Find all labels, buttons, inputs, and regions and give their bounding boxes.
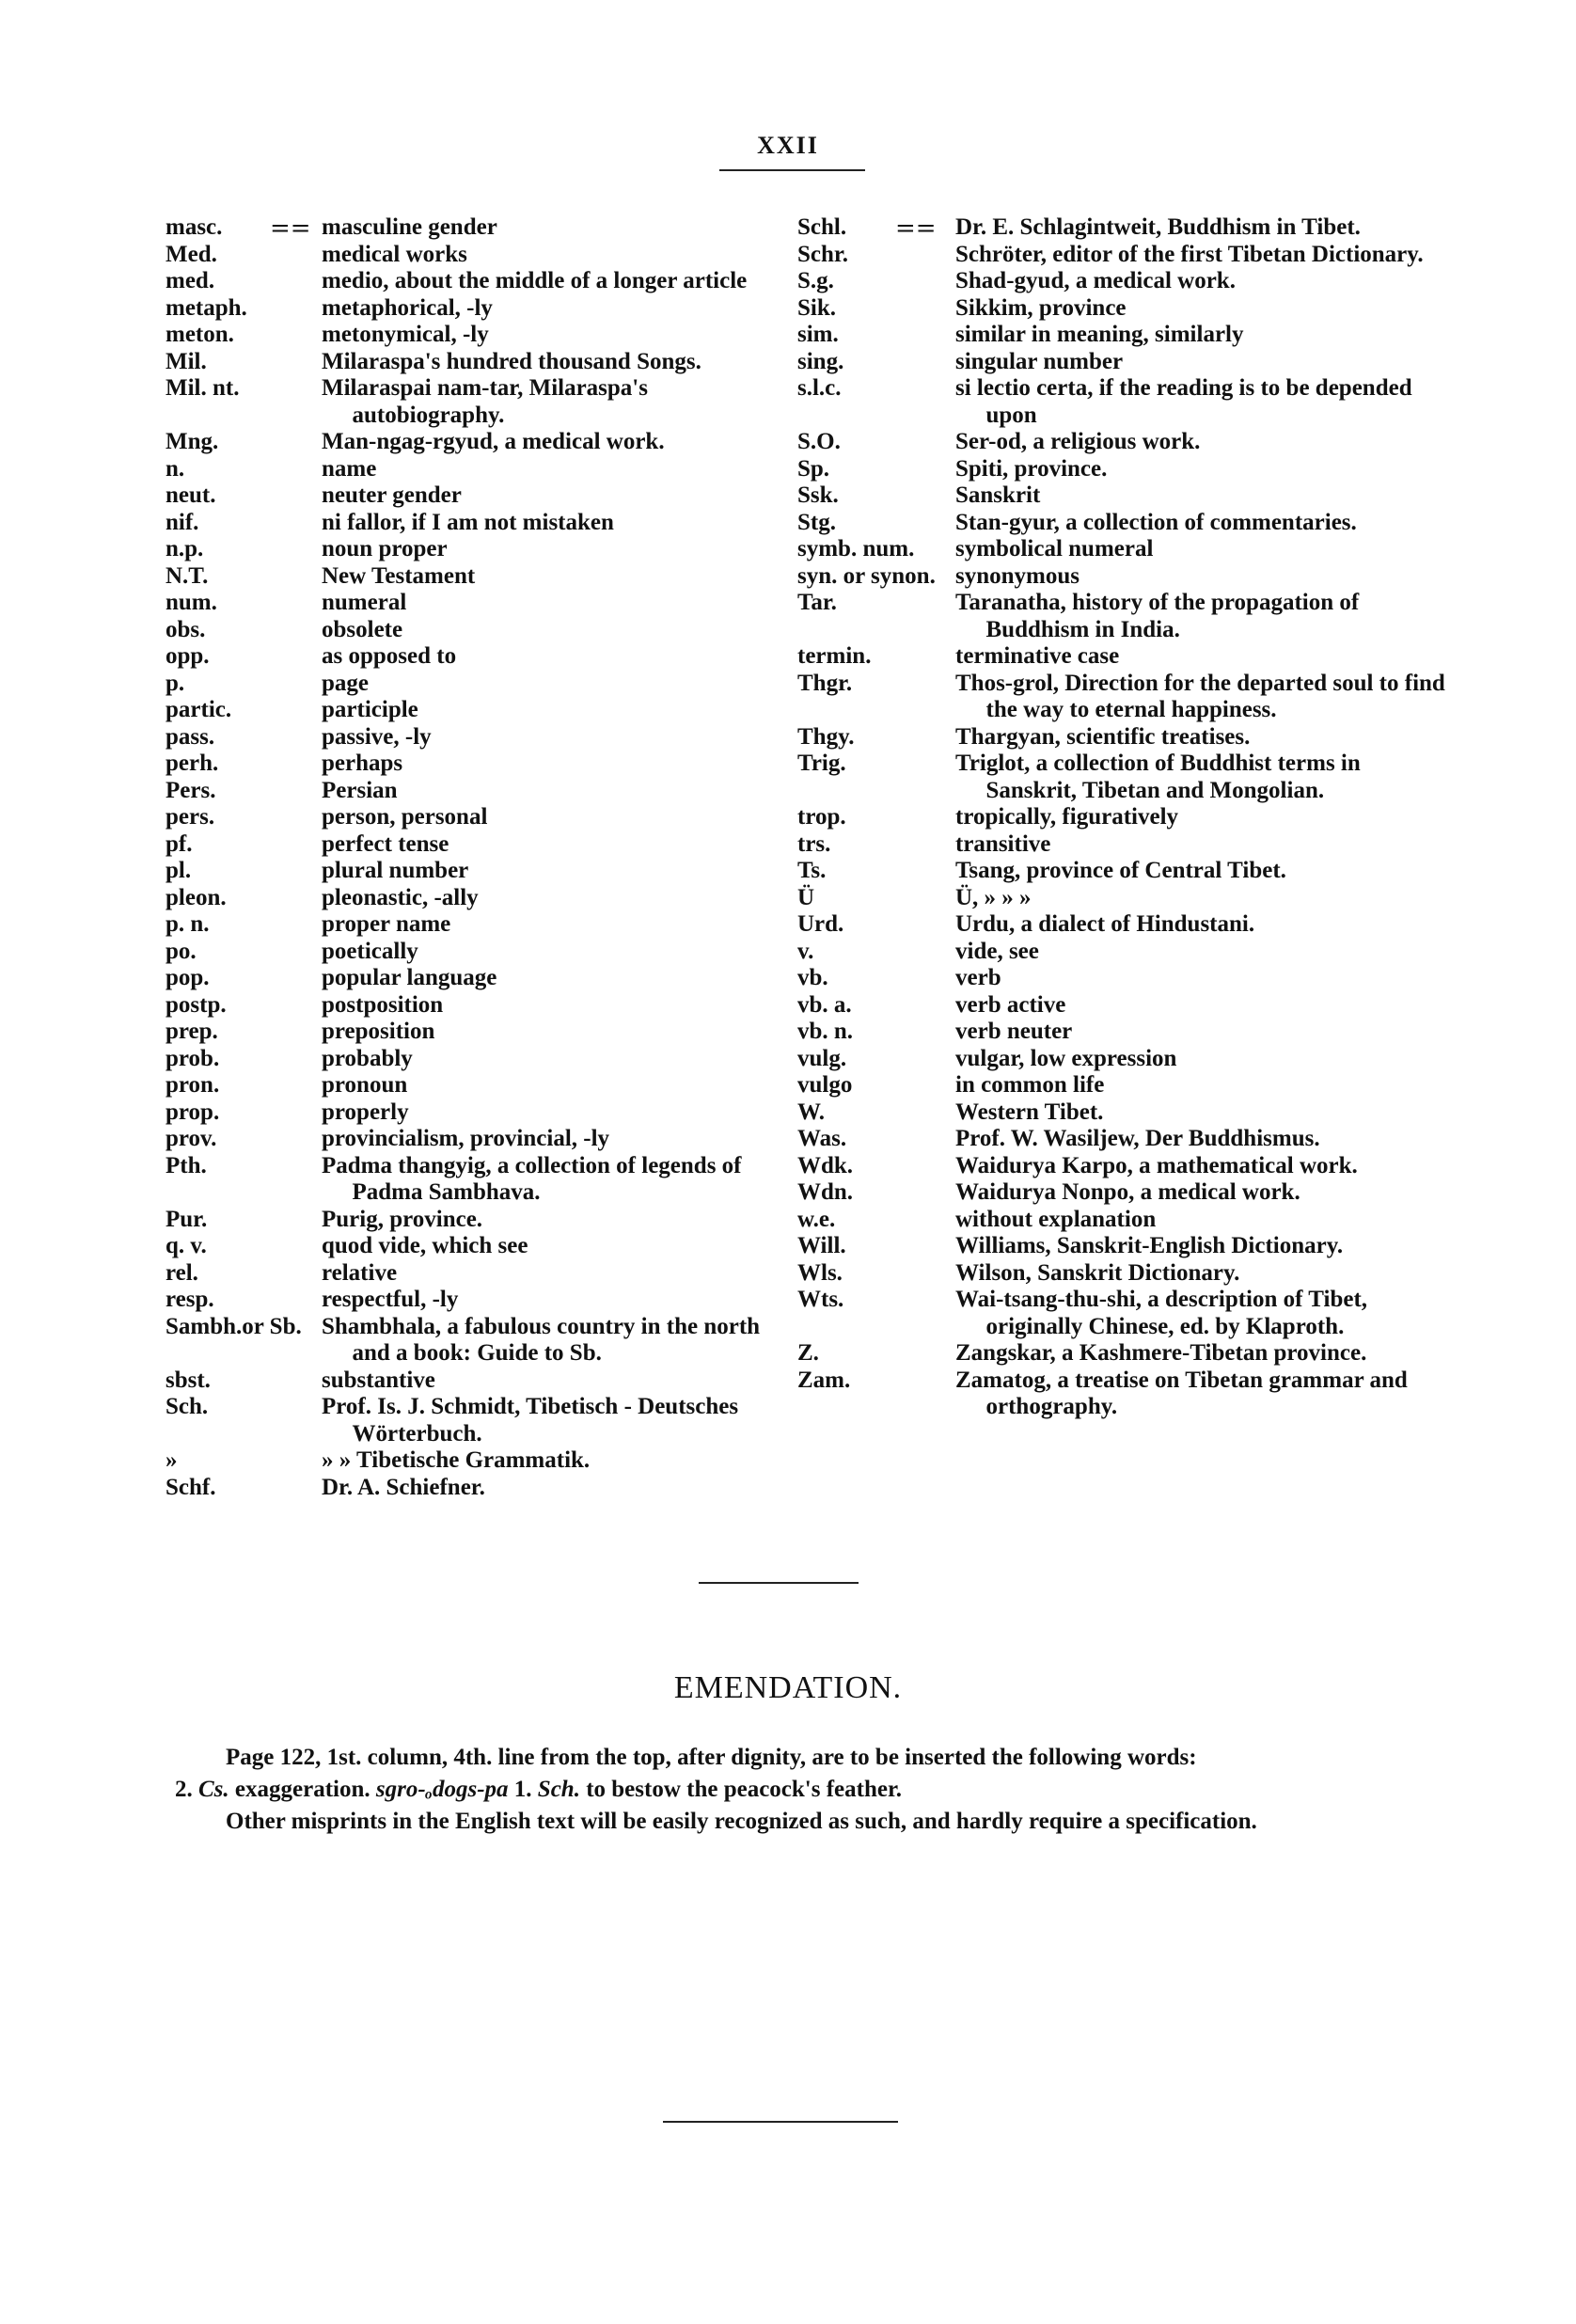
definition: Padma thangyig, a collection of legends of Padma Sambhava. — [322, 1152, 742, 1205]
abbreviation-entry — [797, 643, 1446, 671]
abbreviation-entry — [797, 1072, 1446, 1099]
abbreviations-left-column — [165, 214, 777, 1501]
abbreviation: Mil. — [165, 348, 207, 374]
abbreviation-entry — [165, 1072, 777, 1099]
abbreviation: symb. num. — [797, 536, 915, 561]
definition: perhaps — [322, 751, 403, 776]
definition: Thargyan, scientific treatises. — [955, 723, 1251, 750]
abbreviation-entry — [797, 536, 1446, 563]
definition: Urdu, a dialect of Hindustani. — [955, 911, 1255, 937]
definition: poetically — [322, 938, 418, 964]
definition: Milaraspai nam-tar, Milaraspa's autobiography. — [322, 375, 648, 428]
definition: person, personal — [322, 804, 488, 830]
abbreviation: num. — [165, 590, 217, 615]
abbreviation-entry — [165, 375, 777, 429]
abbreviation: termin. — [797, 643, 872, 669]
emendation-body — [175, 1742, 1407, 1838]
definition: Wai-tsang-thu-shi, a description of Tibet, originally Chinese, ed. by Klaproth. — [955, 1287, 1368, 1339]
abbreviations-right-column — [797, 214, 1446, 1421]
abbreviation: n.p. — [165, 536, 204, 561]
definition: participle — [322, 697, 418, 722]
definition: metaphorical, -ly — [322, 294, 493, 321]
abbreviation-entry — [165, 1019, 777, 1046]
abbreviation: W. — [797, 1099, 825, 1125]
abbreviation: rel. — [165, 1259, 198, 1286]
abbreviation: Pth. — [165, 1152, 207, 1178]
abbreviation: Schl. — [797, 214, 847, 240]
equals-sign-left: == — [270, 214, 311, 243]
abbreviation-entry — [165, 778, 777, 805]
abbreviation: Will. — [797, 1233, 846, 1258]
definition: medical works — [322, 241, 467, 267]
abbreviation: p. — [165, 670, 185, 696]
definition: Schröter, editor of the first Tibetan Dictionary. — [955, 241, 1424, 267]
abbreviation-entry — [165, 885, 777, 912]
abbreviation-entry — [797, 1153, 1446, 1180]
abbreviation-entry — [165, 992, 777, 1020]
abbreviation-entry — [797, 510, 1446, 537]
abbreviation-entry — [797, 1207, 1446, 1234]
definition: Taranatha, history of the propagation of Buddhism in India. — [955, 590, 1360, 642]
abbreviation-entry — [165, 1099, 777, 1127]
abbreviation: Med. — [165, 241, 217, 267]
definition: provincialism, provincial, -ly — [322, 1126, 610, 1151]
abbreviation-entry — [165, 643, 777, 671]
abbreviation: Sambh.or Sb. — [165, 1313, 302, 1339]
abbreviation-entry — [165, 1126, 777, 1153]
definition: Waidurya Nonpo, a medical work. — [955, 1179, 1300, 1205]
definition: verb active — [955, 991, 1066, 1018]
abbreviation-entry — [165, 831, 777, 859]
definition: terminative case — [955, 643, 1120, 669]
footer-rule — [663, 2121, 898, 2123]
definition: vulgar, low expression — [955, 1045, 1177, 1071]
abbreviation-entry — [797, 214, 1446, 242]
definition: name — [322, 455, 377, 482]
abbreviation: Ü — [797, 884, 815, 910]
definition: Dr. E. Schlagintweit, Buddhism in Tibet. — [955, 214, 1361, 240]
emendation-title: EMENDATION. — [673, 1670, 903, 1705]
abbreviation-entry — [797, 1260, 1446, 1288]
definition: si lectio certa, if the reading is to be depended upon — [955, 375, 1412, 428]
definition: respectful, -ly — [322, 1287, 459, 1312]
abbreviation-entry — [797, 1126, 1446, 1153]
definition: Wilson, Sanskrit Dictionary. — [955, 1259, 1240, 1286]
abbreviation-entry — [797, 295, 1446, 323]
abbreviation-entry — [797, 429, 1446, 456]
abbreviation: s.l.c. — [797, 375, 842, 401]
definition: Sikkim, province — [955, 294, 1127, 321]
abbreviation-entry — [797, 885, 1446, 912]
definition: tropically, figuratively — [955, 804, 1179, 830]
definition: verb — [955, 965, 1001, 990]
definition: Zamatog, a treatise on Tibetan grammar and orthography. — [955, 1367, 1408, 1419]
abbreviation-entry — [797, 751, 1446, 804]
definition: passive, -ly — [322, 723, 432, 750]
abbreviation: Tar. — [797, 590, 837, 615]
abbreviation: Wdn. — [797, 1179, 854, 1205]
abbreviation-entry — [165, 510, 777, 537]
definition: numeral — [322, 590, 407, 615]
abbreviation: Pur. — [165, 1206, 208, 1232]
abbreviation: pf. — [165, 830, 193, 857]
abbreviation: S.O. — [797, 429, 841, 454]
abbreviation-entry — [165, 1207, 777, 1234]
abbreviation-entry — [165, 1475, 777, 1502]
abbreviation: vulgo — [797, 1072, 853, 1098]
abbreviation-entry — [165, 671, 777, 698]
abbreviation-entry — [797, 1046, 1446, 1073]
abbreviation: trop. — [797, 804, 846, 830]
definition: synonymous — [955, 562, 1080, 589]
definition: Man-ngag-rgyud, a medical work. — [322, 429, 665, 454]
abbreviation: neut. — [165, 482, 216, 508]
abbreviation: opp. — [165, 643, 210, 669]
abbreviation-entry — [797, 456, 1446, 483]
definition: Triglot, a collection of Buddhist terms in Sanskrit, Tibetan and Mongolian. — [955, 751, 1361, 803]
abbreviation-entry — [165, 617, 777, 644]
abbreviation-entry — [165, 1233, 777, 1260]
abbreviation-entry — [165, 804, 777, 831]
abbreviation: vb. — [797, 965, 828, 990]
abbreviation-entry — [797, 349, 1446, 376]
abbreviation: postp. — [165, 991, 227, 1018]
definition: perfect tense — [322, 830, 449, 857]
abbreviation: N.T. — [165, 562, 209, 589]
abbreviation: Mil. nt. — [165, 375, 240, 401]
abbreviation: n. — [165, 455, 185, 482]
abbreviation-entry — [165, 1368, 777, 1395]
abbreviation-entry — [797, 482, 1446, 510]
definition: obsolete — [322, 616, 403, 642]
definition: Ser-od, a religious work. — [955, 429, 1201, 454]
abbreviation: prop. — [165, 1099, 220, 1125]
abbreviation-entry — [165, 1046, 777, 1073]
abbreviation-entry — [165, 1394, 777, 1447]
definition: metonymical, -ly — [322, 322, 489, 347]
abbreviation-entry — [797, 1368, 1446, 1421]
definition: medio, about the middle of a longer article — [322, 268, 748, 293]
definition: verb neuter — [955, 1019, 1073, 1044]
abbreviation: Schf. — [165, 1474, 216, 1500]
abbreviation: Ssk. — [797, 482, 839, 508]
definition: transitive — [955, 830, 1051, 857]
definition: pleonastic, -ally — [322, 884, 479, 910]
definition: proper name — [322, 911, 451, 937]
abbreviation: pleon. — [165, 884, 227, 910]
abbreviation: Stg. — [797, 509, 836, 535]
definition: Tsang, province of Central Tibet. — [955, 858, 1286, 883]
abbreviation-entry — [165, 939, 777, 966]
abbreviation: prov. — [165, 1126, 217, 1151]
definition: New Testament — [322, 562, 476, 589]
abbreviation: Was. — [797, 1126, 847, 1151]
abbreviation: prep. — [165, 1019, 218, 1044]
abbreviation: pl. — [165, 858, 192, 883]
abbreviation-entry — [165, 295, 777, 323]
abbreviation-entry — [165, 1260, 777, 1288]
definition: ni fallor, if I am not mistaken — [322, 509, 614, 535]
abbreviation-entry — [165, 590, 777, 617]
abbreviation-entry — [165, 429, 777, 456]
abbreviation: trs. — [797, 830, 831, 857]
definition: Prof. W. Wasiljew, Der Buddhismus. — [955, 1126, 1320, 1151]
definition: without explanation — [955, 1206, 1157, 1232]
abbreviation: w.e. — [797, 1206, 836, 1232]
abbreviation: partic. — [165, 697, 232, 722]
abbreviation: Sp. — [797, 455, 830, 482]
definition: Spiti, province. — [955, 455, 1108, 482]
definition: Ü, » » » — [955, 884, 1032, 910]
abbreviation: med. — [165, 268, 215, 293]
abbreviation: meton. — [165, 322, 234, 347]
definition: Williams, Sanskrit-English Dictionary. — [955, 1233, 1344, 1258]
definition: Dr. A. Schiefner. — [322, 1474, 485, 1500]
abbreviation-entry — [165, 858, 777, 885]
abbreviation-entry — [165, 322, 777, 349]
abbreviation: pers. — [165, 804, 215, 830]
definition: relative — [322, 1259, 398, 1286]
abbreviation-entry — [797, 831, 1446, 859]
definition: Sanskrit — [955, 482, 1041, 508]
definition: Shambhala, a fabulous country in the north and a book: Guide to Sb. — [322, 1313, 761, 1366]
abbreviation: Wts. — [797, 1287, 844, 1312]
definition: Zangskar, a Kashmere-Tibetan province. — [955, 1340, 1367, 1366]
abbreviation-entry — [797, 911, 1446, 939]
abbreviation-entry — [797, 1019, 1446, 1046]
abbreviation: Ts. — [797, 858, 827, 883]
abbreviation: nif. — [165, 509, 199, 535]
abbreviation-entry — [165, 482, 777, 510]
abbreviation: metaph. — [165, 294, 247, 321]
definition: similar in meaning, similarly — [955, 322, 1244, 347]
abbreviation-entry — [165, 724, 777, 751]
definition: Western Tibet. — [955, 1099, 1104, 1125]
abbreviation-entry — [797, 563, 1446, 591]
definition: probably — [322, 1045, 413, 1071]
abbreviation: Sik. — [797, 294, 837, 321]
abbreviation: p. n. — [165, 911, 210, 937]
abbreviation: vb. a. — [797, 991, 852, 1018]
abbreviation-entry — [797, 1099, 1446, 1127]
definition: Stan-gyur, a collection of commentaries. — [955, 509, 1357, 535]
abbreviation: resp. — [165, 1287, 214, 1312]
abbreviation: Wdk. — [797, 1152, 854, 1178]
abbreviation: Trig. — [797, 751, 846, 776]
abbreviation-entry — [165, 1153, 777, 1207]
emendation-line-1: Page 122, 1st. column, 4th. line from the top, after dignity, are to be inserted the following words: — [226, 1745, 1197, 1770]
abbreviation: po. — [165, 938, 197, 964]
abbreviation: Schr. — [797, 241, 848, 267]
definition: Waidurya Karpo, a mathematical work. — [955, 1152, 1358, 1178]
abbreviation-entry — [165, 911, 777, 939]
definition: page — [322, 670, 369, 696]
definition: preposition — [322, 1019, 435, 1044]
definition: Milaraspa's hundred thousand Songs. — [322, 348, 701, 374]
abbreviation-entry — [165, 1314, 777, 1368]
definition: substantive — [322, 1367, 435, 1393]
header-rule — [719, 169, 865, 171]
equals-sign-right: == — [895, 214, 937, 243]
abbreviation-entry — [797, 804, 1446, 831]
abbreviation: vulg. — [797, 1045, 847, 1071]
abbreviation: » — [165, 1447, 178, 1473]
abbreviation-entry — [797, 992, 1446, 1020]
abbreviation-entry — [165, 1447, 777, 1475]
definition: quod vide, which see — [322, 1233, 528, 1258]
definition: neuter gender — [322, 482, 462, 508]
abbreviation: Urd. — [797, 911, 844, 937]
abbreviation: S.g. — [797, 268, 834, 293]
abbreviation: Sch. — [165, 1394, 209, 1419]
abbreviation-entry — [165, 751, 777, 778]
abbreviation-entry — [165, 536, 777, 563]
abbreviation: syn. or synon. — [797, 562, 936, 589]
abbreviation-entry — [797, 1233, 1446, 1260]
definition: Persian — [322, 777, 398, 803]
abbreviation-entry — [797, 375, 1446, 429]
definition: vide, see — [955, 938, 1039, 964]
abbreviation-entry — [165, 563, 777, 591]
emendation-line-3: Other misprints in the English text will be easily recognized as such, and hardly require a specification. — [226, 1809, 1257, 1834]
definition: plural number — [322, 858, 469, 883]
abbreviation-entry — [165, 1287, 777, 1314]
abbreviation: pass. — [165, 723, 215, 750]
abbreviation: q. v. — [165, 1233, 207, 1258]
abbreviation-entry — [165, 214, 777, 242]
abbreviation: prob. — [165, 1045, 220, 1071]
abbreviation: sbst. — [165, 1367, 211, 1393]
definition: Thos-grol, Direction for the departed soul to find the way to eternal happiness. — [955, 670, 1445, 722]
abbreviation: Wls. — [797, 1259, 843, 1286]
definition: Shad-gyud, a medical work. — [955, 268, 1236, 293]
abbreviation-entry — [797, 1179, 1446, 1207]
definition: Purig, province. — [322, 1206, 483, 1232]
abbreviation: pron. — [165, 1072, 220, 1098]
abbreviation: Zam. — [797, 1367, 851, 1393]
page-number: XXII — [757, 132, 819, 159]
abbreviation: Mng. — [165, 429, 219, 454]
abbreviation: Thgr. — [797, 670, 853, 696]
abbreviation-entry — [797, 1340, 1446, 1368]
abbreviation-entry — [797, 939, 1446, 966]
abbreviation: pop. — [165, 965, 210, 990]
abbreviation: Thgy. — [797, 723, 855, 750]
section-divider — [699, 1582, 859, 1584]
abbreviation-entry — [165, 456, 777, 483]
abbreviation-entry — [797, 268, 1446, 295]
definition: as opposed to — [322, 643, 457, 669]
abbreviation-entry — [797, 242, 1446, 269]
abbreviation: sing. — [797, 348, 844, 374]
definition: popular language — [322, 965, 497, 990]
abbreviation-entry — [797, 724, 1446, 751]
abbreviation: sim. — [797, 322, 839, 347]
definition: pronoun — [322, 1072, 408, 1098]
abbreviation-entry — [165, 965, 777, 992]
definition: noun proper — [322, 536, 448, 561]
definition: » » Tibetische Grammatik. — [322, 1447, 591, 1473]
abbreviation: v. — [797, 938, 814, 964]
abbreviation-entry — [797, 965, 1446, 992]
abbreviation: perh. — [165, 751, 219, 776]
abbreviation-entry — [797, 322, 1446, 349]
abbreviation: Z. — [797, 1340, 819, 1366]
definition: postposition — [322, 991, 444, 1018]
abbreviation-entry — [165, 268, 777, 295]
definition: singular number — [955, 348, 1124, 374]
abbreviation-entry — [165, 349, 777, 376]
definition: symbolical numeral — [955, 536, 1154, 561]
abbreviation: masc. — [165, 214, 223, 240]
definition: Prof. Is. J. Schmidt, Tibetisch - Deutsches Wörterbuch. — [322, 1394, 739, 1447]
emendation-line-2: 2. Cs. exaggeration. sgro-ₒdogs-pa 1. Sch. to bestow the peacock's feather. — [175, 1777, 903, 1802]
abbreviation-entry — [797, 590, 1446, 643]
abbreviation-entry — [165, 697, 777, 724]
abbreviation-entry — [797, 671, 1446, 724]
abbreviation-entry — [797, 1287, 1446, 1340]
definition: masculine gender — [322, 214, 497, 240]
definition: properly — [322, 1099, 409, 1125]
abbreviation: vb. n. — [797, 1019, 854, 1044]
definition: in common life — [955, 1072, 1105, 1098]
abbreviation: obs. — [165, 616, 206, 642]
abbreviation: Pers. — [165, 777, 216, 803]
abbreviation-entry — [165, 242, 777, 269]
abbreviation-entry — [797, 858, 1446, 885]
